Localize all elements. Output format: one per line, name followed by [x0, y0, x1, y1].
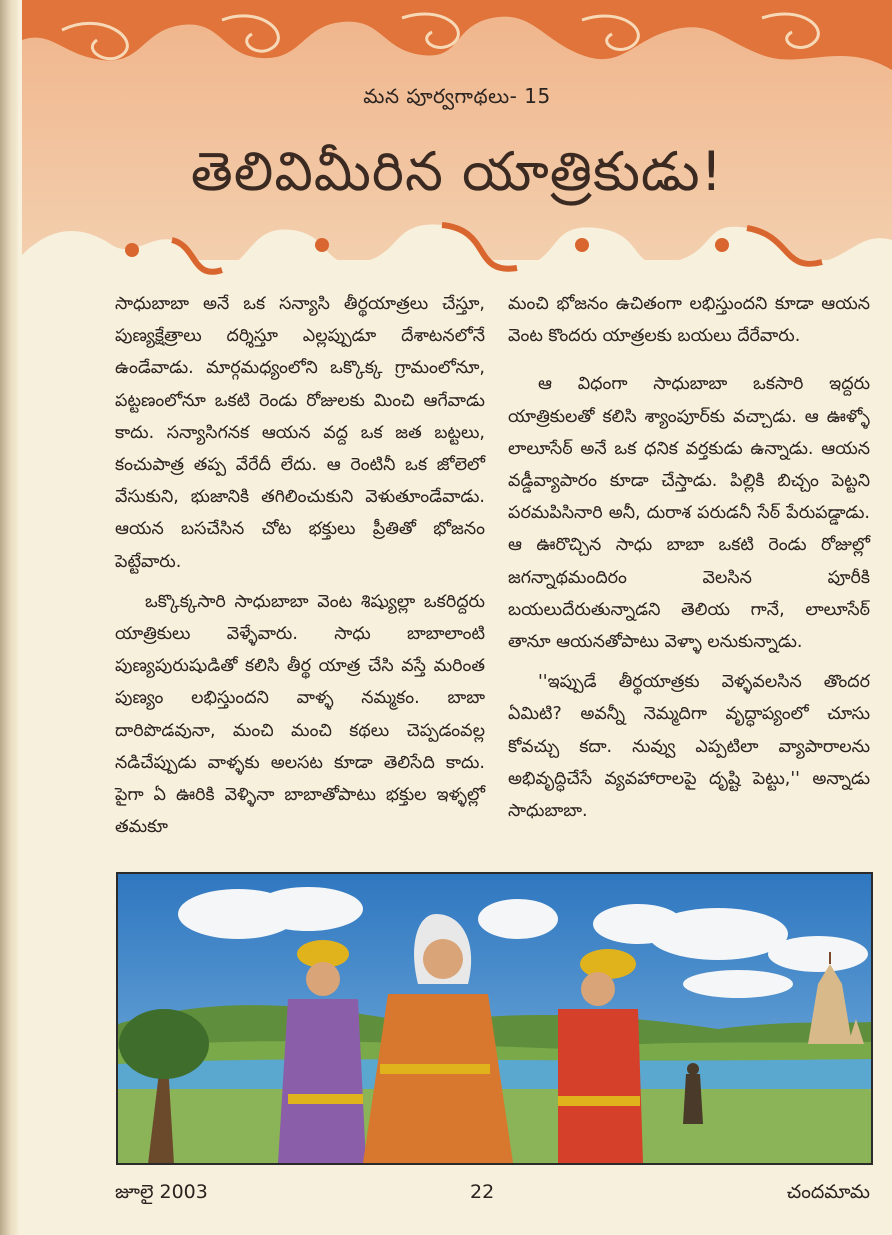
- page-number: 22: [470, 1181, 495, 1203]
- story-title: తెలివిమీరిన యాత్రికుడు!: [190, 140, 724, 203]
- issue-date: జూలై 2003: [115, 1181, 208, 1203]
- paragraph: ''ఇప్పుడే తీర్థయాత్రకు వెళ్ళవలసిన తొందర ఏమిటి? అవన్నీ నెమ్మదిగా వృద్ధాప్యంలో చూసు కోవచ్చు కదా. నువ్వు ఎప్పటిలా వ్యాపారాలను అభివృద్ధిచేసే వ్యవహారాలపై దృష్టి పెట్టు,'' అన్నాడు సాధుబాబా.: [508, 672, 870, 822]
- story-header: [22, 0, 892, 300]
- page-binding-edge: [0, 0, 18, 1235]
- right-column: [508, 288, 870, 827]
- paragraph: మంచి భోజనం ఉచితంగా లభిస్తుందని కూడా ఆయన వెంట కొందరు యాత్రలకు బయలు దేరేవారు.: [508, 294, 870, 347]
- magazine-name: చందమామ: [786, 1181, 870, 1203]
- series-label: మన పూర్వగాథలు- 15: [363, 84, 551, 108]
- story-illustration: [116, 872, 873, 1165]
- paragraph: ఆ విధంగా సాధుబాబా ఒకసారి ఇద్దరు యాత్రికులతో కలిసి శ్యాంపూర్‌కు వచ్చాడు. ఆ ఊళ్ళో లాలూసేఠ్ అనే ఒక ధనిక వర్తకుడు ఉన్నాడు. ఆయన వడ్డీవ్యాపారం కూడా చేస్తాడు. పిల్లికి బిచ్చం పెట్టని పరమపిసినారి అనీ, దురాశ పరుడనీ సేఠ్ పేరుపడ్డాడు. ఆ ఊరొచ్చిన సాధు బాబా ఒకటి రెండు రోజుల్లో జగన్నాథమందిరం వెలసిన పూరీకి బయలుదేరుతున్నాడని తెలియ గానే, లాలూసేఠ్ తానూ ఆయనతోపాటు వెళ్ళా లనుకున్నాడు.: [508, 374, 870, 653]
- paragraph: సాధుబాబా అనే ఒక సన్యాసి తీర్థయాత్రలు చేస్తూ, పుణ్యక్షేత్రాలు దర్శిస్తూ ఎల్లప్పుడూ దేశాటనలోనే ఉండేవాడు. మార్గమధ్యంలోని ఒక్కొక్క గ్రామంలోనూ, పట్టణంలోనూ ఒకటి రెండు రోజులకు మించి ఆగేవాడు కాదు. సన్యాసిగనక ఆయన వద్ద ఒక జత బట్టలు, కంచుపాత్ర తప్ప వేరేదీ లేదు. ఆ రెంటినీ ఒక జోలెలో వేసుకుని, భుజానికి తగిలించుకుని వెళుతూండేవాడు. ఆయన బసచేసిన చోట భక్తులు ప్రీతితో భోజనం పెట్టేవారు.: [115, 294, 485, 572]
- left-column: [115, 288, 485, 843]
- paragraph: ఒక్కొక్కసారి సాధుబాబా వెంట శిష్యుల్లా ఒకరిద్దరు యాత్రికులు వెళ్ళేవారు. సాధు బాబాలాంటి పుణ్యపురుషుడితో కలిసి తీర్థ యాత్ర చేసి వస్తే మరింత పుణ్యం లభిస్తుందని వాళ్ళ నమ్మకం. బాబా దారిపొడవునా, మంచి మంచి కథలు చెప్పడంవల్ల నడిచేప్పుడు వాళ్ళకు అలసట కూడా తెలిసేది కాదు. పైగా ఏ ఊరికి వెళ్ళినా బాబాతోపాటు భక్తుల ఇళ్ళల్లో తమకూ: [115, 591, 485, 838]
- illustration-scene: [118, 874, 871, 1163]
